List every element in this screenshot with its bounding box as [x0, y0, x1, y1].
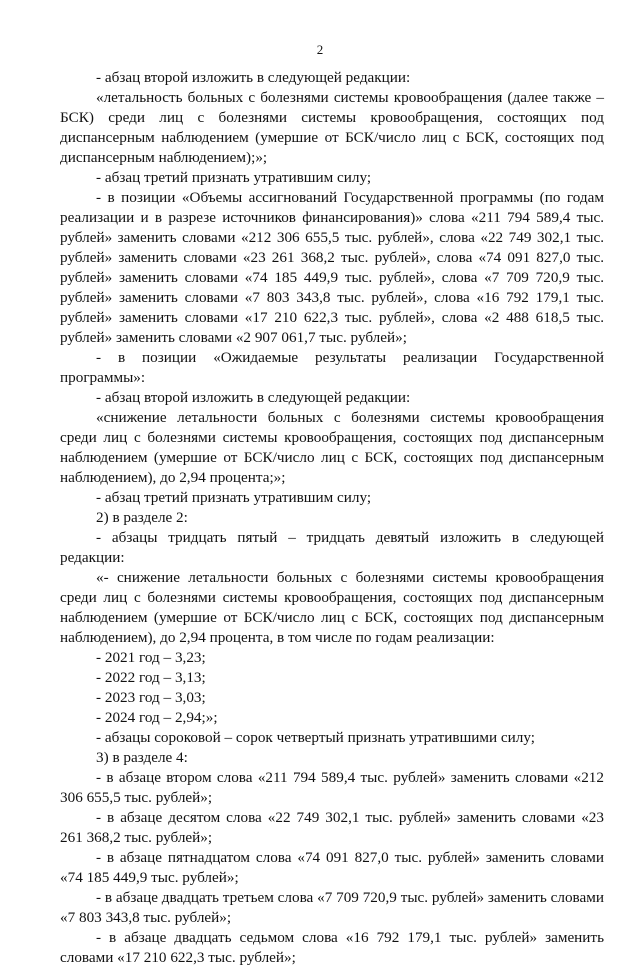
document-body	[60, 68, 604, 968]
paragraph: - в абзаце пятнадцатом слова «74 091 827,0 тыс. рублей» заменить словами «74 185 449,9 тыс. рублей»;	[60, 849, 604, 886]
paragraph: - 2024 год – 2,94;»;	[96, 709, 218, 726]
paragraph: «- снижение летальности больных с болезнями системы кровообращения среди лиц с болезнями системы кровообращения, состоящих под диспансерным наблюдением (умершие от БСК/число лиц с БСК, состоящих под диспансерным наблюдением), до 2,94 процента, в том числе по годам реализации:	[60, 569, 604, 646]
paragraph: - в абзаце десятом слова «22 749 302,1 тыс. рублей» заменить словами «23 261 368,2 тыс. рублей»;	[60, 809, 604, 846]
paragraph: - в абзаце двадцать третьем слова «7 709 720,9 тыс. рублей» заменить словами «7 803 343,8 тыс. рублей»;	[60, 889, 604, 926]
paragraph: 3) в разделе 4:	[96, 749, 188, 766]
paragraph: - абзац третий признать утратившим силу;	[96, 489, 372, 506]
paragraph: - в позиции «Ожидаемые результаты реализации Государственной программы»:	[60, 349, 604, 386]
paragraph: - в позиции «Объемы ассигнований Государственной программы (по годам реализации и в разрезе источников финансирования)» слова «211 794 589,4 тыс. рублей» заменить словами «212 306 655,5 тыс. рублей», слова «22 749 302,1 тыс. рублей» заменить словами «23 261 368,2 тыс. рублей», слова «74 091 827,0 тыс. рублей» заменить словами «74 185 449,9 тыс. рублей», слова «7 709 720,9 тыс. рублей» заменить словами «7 803 343,8 тыс. рублей», слова «16 792 179,1 тыс. рублей» заменить словами «17 210 622,3 тыс. рублей», слова «2 488 618,5 тыс. рублей» заменить словами «2 907 061,7 тыс. рублей»;	[60, 189, 604, 346]
paragraph: - абзацы тридцать пятый – тридцать девятый изложить в следующей редакции:	[60, 529, 604, 566]
page-number: 2	[316, 42, 324, 57]
paragraph: - 2023 год – 3,03;	[96, 689, 206, 706]
paragraph: - абзац третий признать утратившим силу;	[96, 169, 372, 186]
paragraph: - 2021 год – 3,23;	[96, 649, 206, 666]
paragraph: - абзац второй изложить в следующей редакции:	[96, 69, 411, 86]
paragraph: - абзац второй изложить в следующей редакции:	[96, 389, 411, 406]
paragraph: «летальность больных с болезнями системы кровообращения (далее также – БСК) среди лиц с болезнями системы кровообращения, состоящих под диспансерным наблюдением (умершие от БСК/число лиц с БСК, состоящих под диспансерным наблюдением);»;	[60, 89, 604, 166]
paragraph: - 2022 год – 3,13;	[96, 669, 206, 686]
paragraph: - в абзаце двадцать седьмом слова «16 792 179,1 тыс. рублей» заменить словами «17 210 622,3 тыс. рублей»;	[60, 929, 604, 966]
paragraph: «снижение летальности больных с болезнями системы кровообращения среди лиц с болезнями системы кровообращения, состоящих под диспансерным наблюдением (умершие от БСК/число лиц с БСК, состоящих под диспансерным наблюдением), до 2,94 процента;»;	[60, 409, 604, 486]
paragraph: - в абзаце втором слова «211 794 589,4 тыс. рублей» заменить словами «212 306 655,5 тыс. рублей»;	[60, 769, 604, 806]
paragraph: - абзацы сороковой – сорок четвертый признать утратившими силу;	[96, 729, 535, 746]
paragraph: 2) в разделе 2:	[96, 509, 188, 526]
